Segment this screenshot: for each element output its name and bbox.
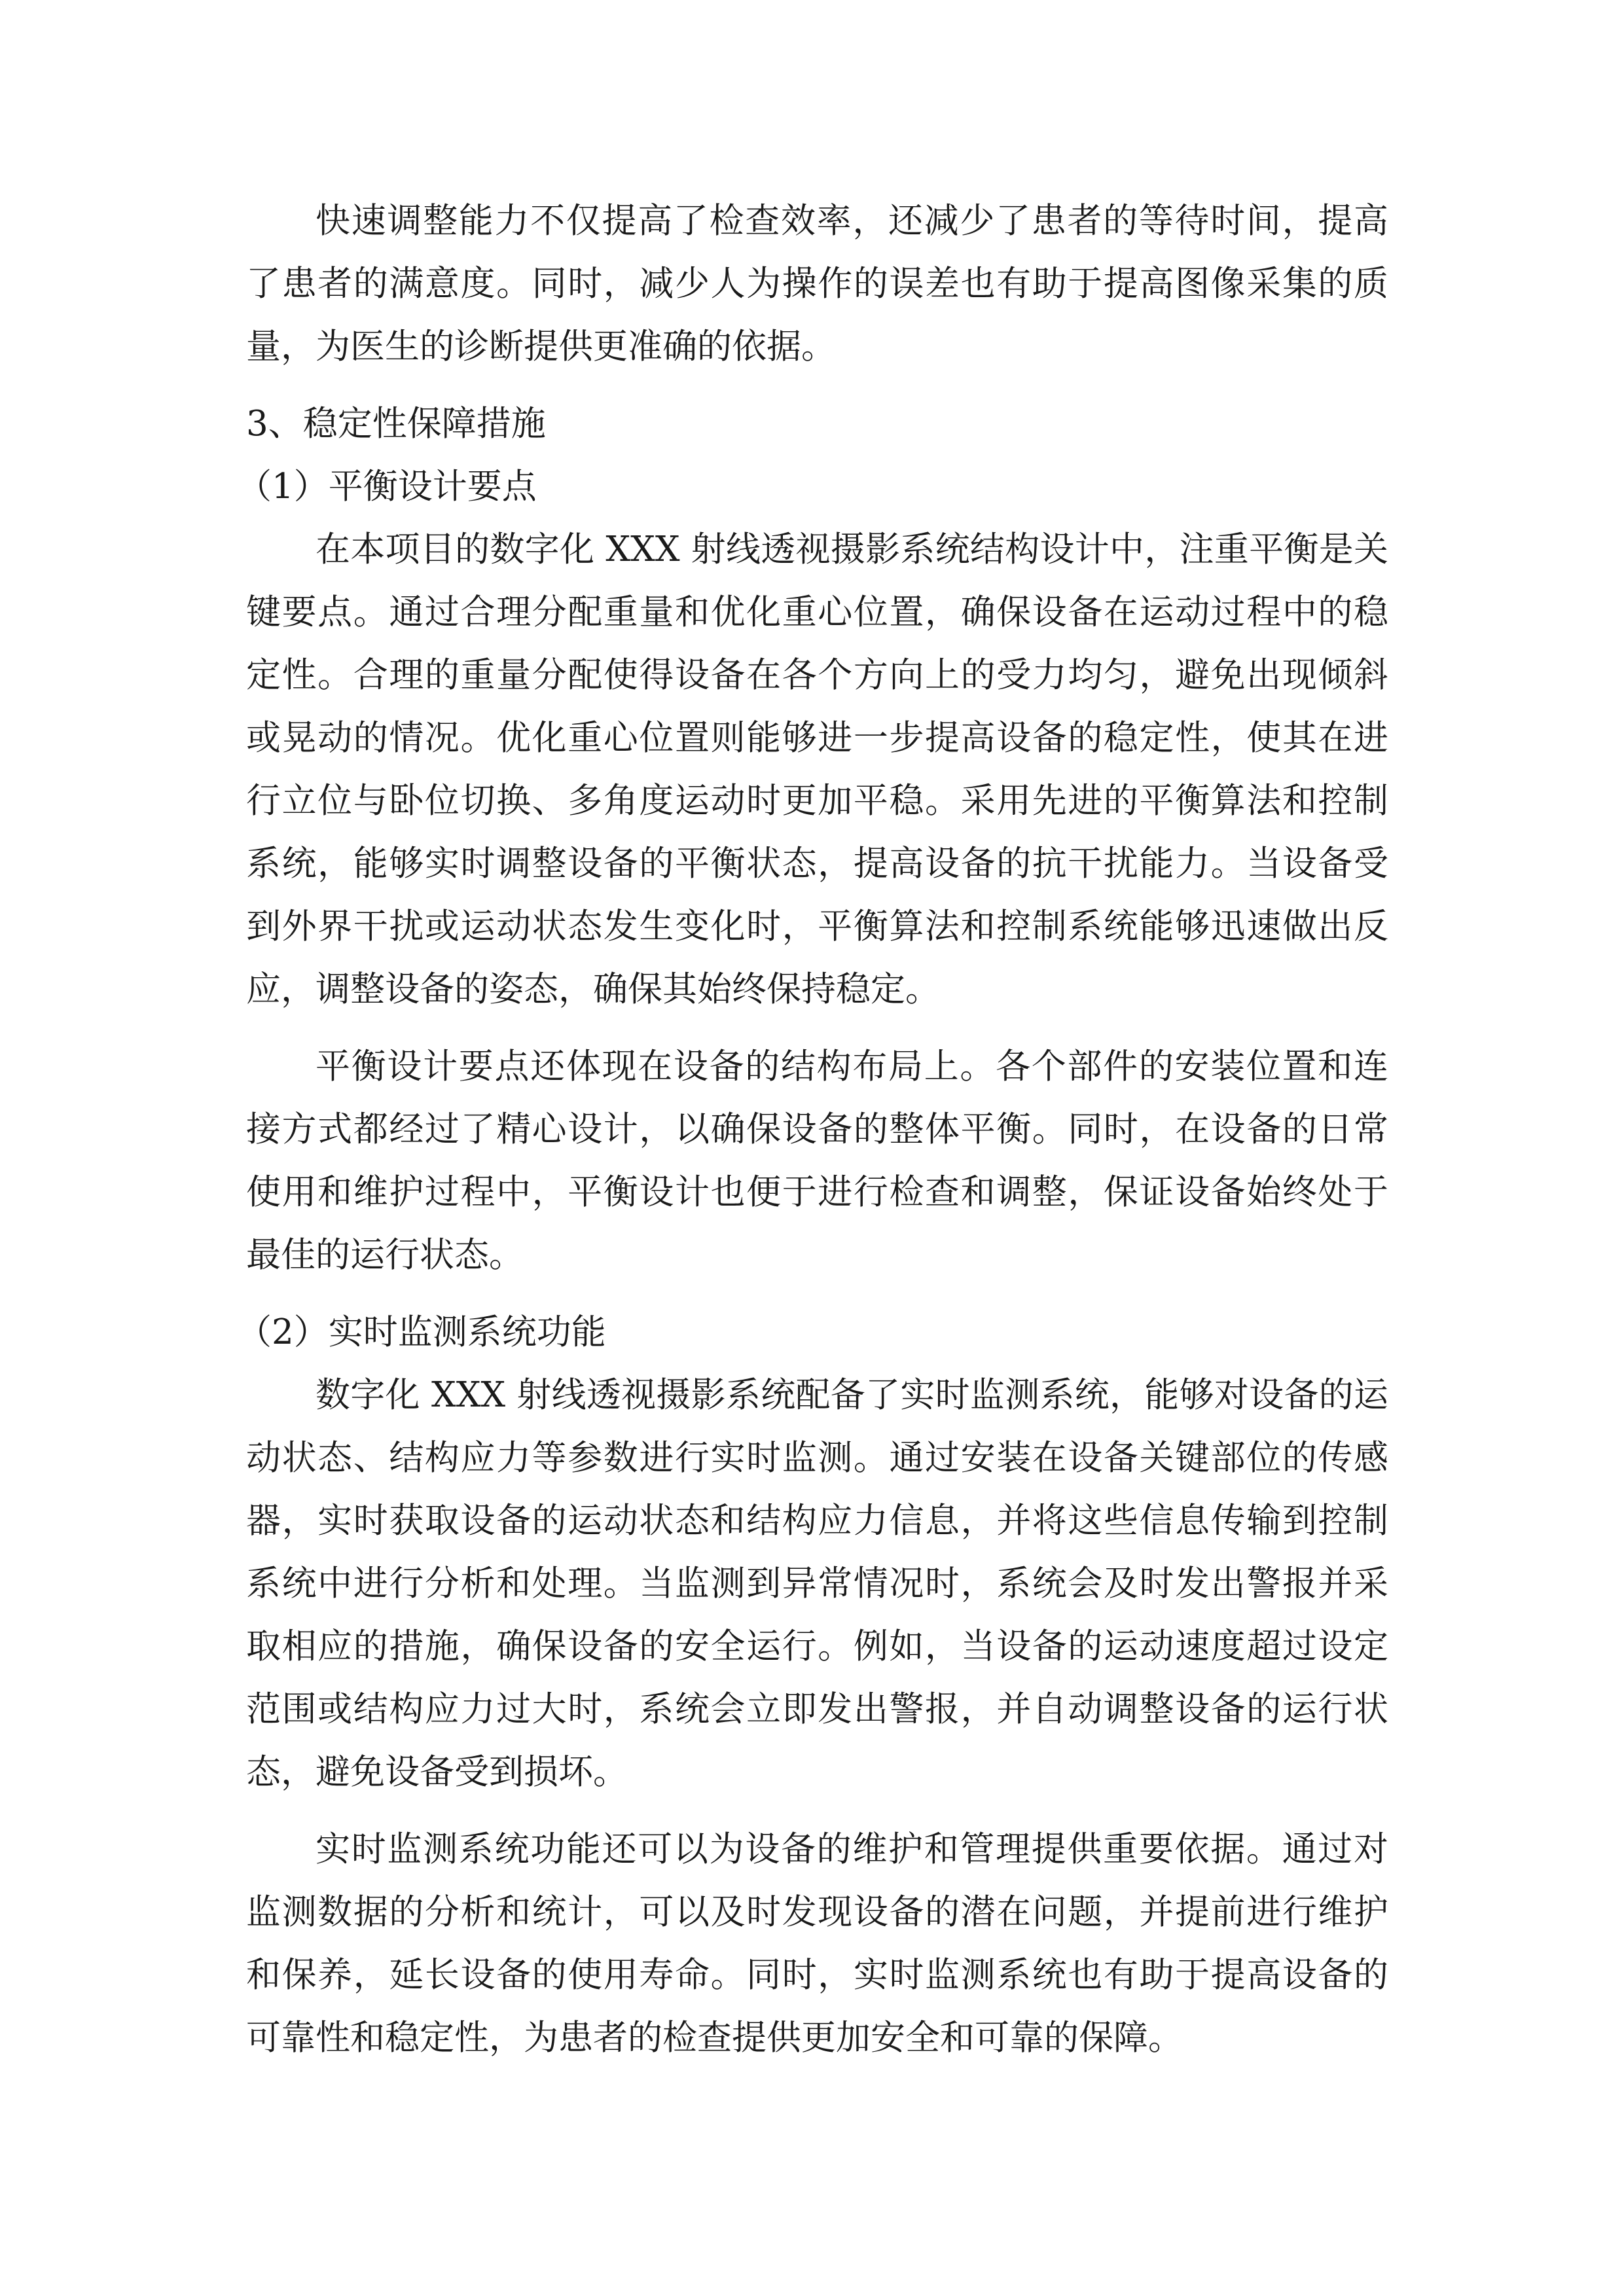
paragraph-balance-design: 在本项目的数字化 XXX 射线透视摄影系统结构设计中，注重平衡是关键要点。通过合理分配重量和优化重心位置，确保设备在运动过程中的稳定性。合理的重量分配使得设备在各个方向上的受力均匀，避免出现倾斜或晃动的情况。优化重心位置则能够进一步提高设备的稳定性，使其在进行立位与卧位切换、多角度运动时更加平稳。采用先进的平衡算法和控制系统，能够实时调整设备的平衡状态，提高设备的抗干扰能力。当设备受到外界干扰或运动状态发生变化时，平衡算法和控制系统能够迅速做出反应，调整设备的姿态，确保其始终保持稳定。 [246, 529, 1388, 1009]
sub-heading-monitoring: （2）实时监测系统功能 [237, 1312, 606, 1352]
section-heading-stability: 3、稳定性保障措施 [246, 404, 546, 444]
paragraph-monitoring-maintenance: 实时监测系统功能还可以为设备的维护和管理提供重要依据。通过对监测数据的分析和统计，可以及时发现设备的潜在问题，并提前进行维护和保养，延长设备的使用寿命。同时，实时监测系统也有助于提高设备的可靠性和稳定性，为患者的检查提供更加安全和可靠的保障。 [246, 1829, 1388, 2058]
document-page [237, 190, 1388, 2084]
paragraph-efficiency: 快速调整能力不仅提高了检查效率，还减少了患者的等待时间，提高了患者的满意度。同时，减少人为操作的误差也有助于提高图像采集的质量，为医生的诊断提供更准确的依据。 [246, 201, 1388, 367]
paragraph-monitoring-system: 数字化 XXX 射线透视摄影系统配备了实时监测系统，能够对设备的运动状态、结构应力等参数进行实时监测。通过安装在设备关键部位的传感器，实时获取设备的运动状态和结构应力信息，并将这些信息传输到控制系统中进行分析和处理。当监测到异常情况时，系统会及时发出警报并采取相应的措施，确保设备的安全运行。例如，当设备的运动速度超过设定范围或结构应力过大时，系统会立即发出警报，并自动调整设备的运行状态，避免设备受到损坏。 [246, 1375, 1388, 1792]
paragraph-balance-layout: 平衡设计要点还体现在设备的结构布局上。各个部件的安装位置和连接方式都经过了精心设计，以确保设备的整体平衡。同时，在设备的日常使用和维护过程中，平衡设计也便于进行检查和调整，保证设备始终处于最佳的运行状态。 [246, 1047, 1388, 1275]
sub-heading-balance-design: （1）平衡设计要点 [237, 467, 537, 507]
